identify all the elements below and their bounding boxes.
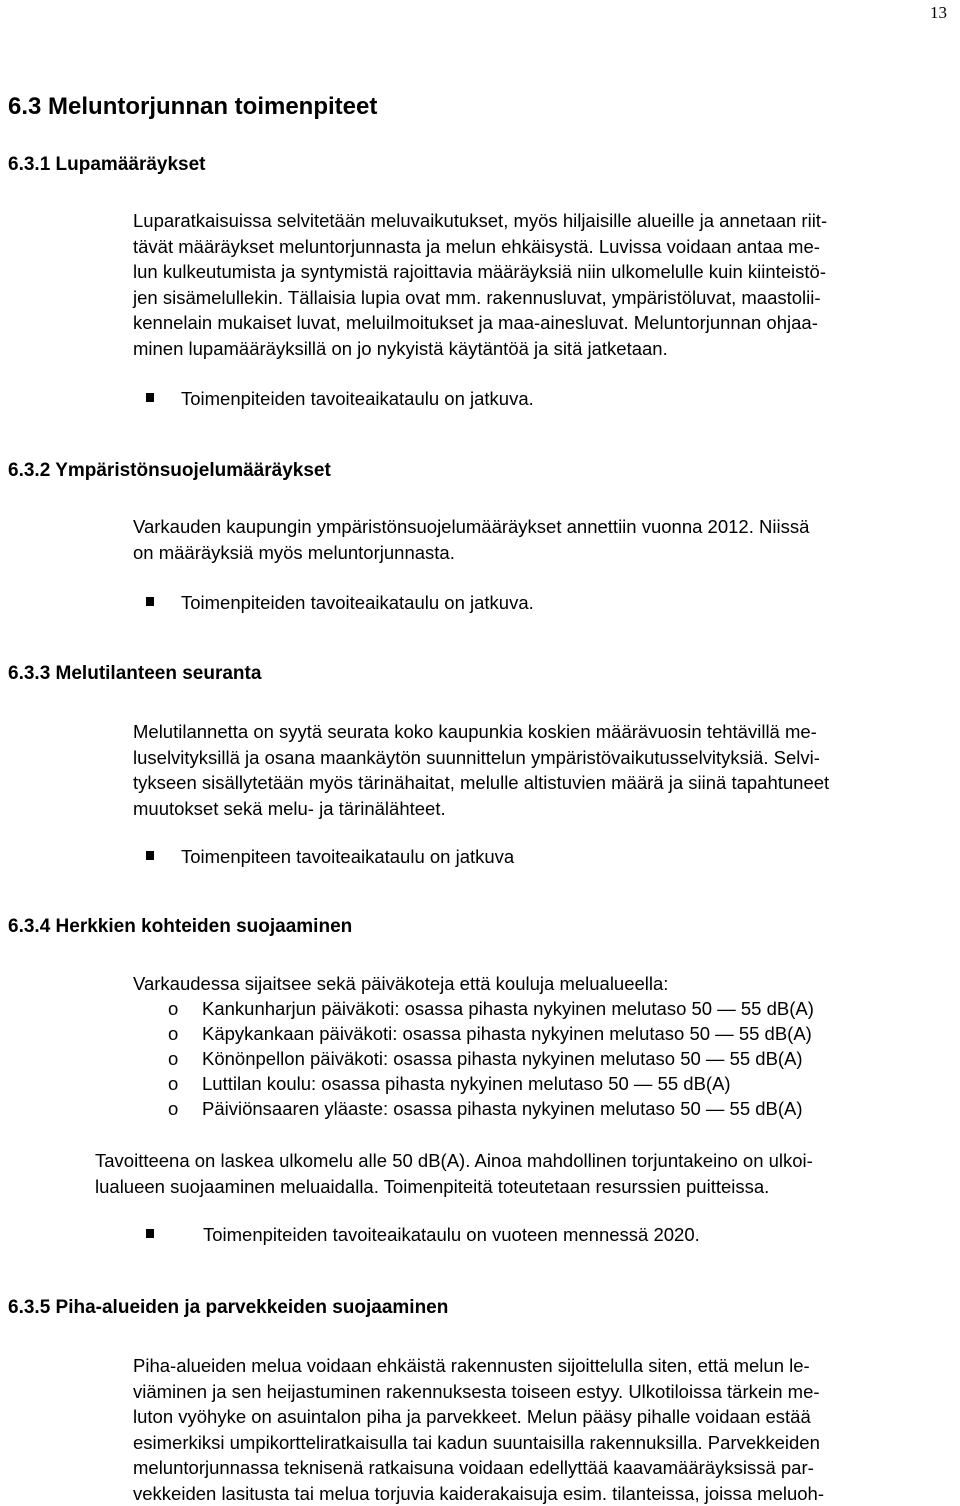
heading-6-3-2: 6.3.2 Ympäristönsuojelumääräykset bbox=[8, 460, 331, 482]
paragraph-lupamaaraykset bbox=[133, 208, 827, 361]
bullet-text: Toimenpiteiden tavoiteaikataulu on vuoteen mennessä 2020. bbox=[203, 1224, 700, 1246]
text-line: Luparatkaisuissa selvitetään meluvaikutukset, myös hiljaisille alueille ja annetaan riit- bbox=[133, 208, 827, 234]
text-line: meluntorjunnassa teknisenä ratkaisuna voidaan edellyttää kaavamääräyksissä par- bbox=[133, 1455, 824, 1481]
text-line: tykseen sisällytetään myös tärinähaitat, melulle altistuvien määrä ja siinä tapahtuneet bbox=[133, 770, 829, 796]
bullet-square-icon bbox=[146, 597, 154, 606]
bullet-text: Toimenpiteiden tavoiteaikataulu on jatkuva. bbox=[181, 592, 534, 614]
text-line: on määräyksiä myös meluntorjunnasta. bbox=[133, 540, 809, 566]
text-line: esimerkiksi umpikortteliratkaisulla tai kadun suuntaisilla rakennuksilla. Parvekkeiden bbox=[133, 1430, 824, 1456]
list-item: o Käpykankaan päiväkoti: osassa pihasta nykyinen melutaso 50 — 55 dB(A) bbox=[168, 1023, 812, 1045]
bullet-text: Toimenpiteen tavoiteaikataulu on jatkuva bbox=[181, 846, 514, 868]
text-line: lualueen suojaaminen meluaidalla. Toimenpiteitä toteutetaan resurssien puitteissa. bbox=[95, 1174, 813, 1200]
heading-6-3-1: 6.3.1 Lupamääräykset bbox=[8, 154, 206, 176]
bullet-square-icon bbox=[146, 1229, 154, 1238]
text-line: minen lupamääräyksillä on jo nykyistä käytäntöä ja sitä jatketaan. bbox=[133, 336, 827, 362]
text-line: lun kulkeutumista ja syntymistä rajoittavia määräyksiä niin ulkomelulle kuin kiinteistö- bbox=[133, 259, 827, 285]
text-line: Melutilannetta on syytä seurata koko kaupunkia koskien määrävuosin tehtävillä me- bbox=[133, 719, 829, 745]
text-line: kennelain mukaiset luvat, meluilmoitukset ja maa-ainesluvat. Meluntorjunnan ohjaa- bbox=[133, 310, 827, 336]
text-line: tävät määräykset meluntorjunnasta ja melun ehkäisystä. Luvissa voidaan antaa me- bbox=[133, 234, 827, 260]
text-line: viäminen ja sen heijastuminen rakennuksesta toiseen estyy. Ulkotiloissa tärkein me- bbox=[133, 1379, 824, 1405]
heading-6-3-5: 6.3.5 Piha-alueiden ja parvekkeiden suojaaminen bbox=[8, 1297, 448, 1319]
list-item: o Kankunharjun päiväkoti: osassa pihasta nykyinen melutaso 50 — 55 dB(A) bbox=[168, 998, 814, 1020]
text-line: muutokset sekä melu- ja tärinälähteet. bbox=[133, 796, 829, 822]
heading-6-3-3: 6.3.3 Melutilanteen seuranta bbox=[8, 663, 261, 685]
list-item: o Könönpellon päiväkoti: osassa pihasta nykyinen melutaso 50 — 55 dB(A) bbox=[168, 1048, 803, 1070]
text-line: Tavoitteena on laskea ulkomelu alle 50 dB(A). Ainoa mahdollinen torjuntakeino on ulkoi- bbox=[95, 1148, 813, 1174]
paragraph-tavoite bbox=[95, 1148, 813, 1199]
text-line: Piha-alueiden melua voidaan ehkäistä rakennusten sijoittelulla siten, että melun le- bbox=[133, 1353, 824, 1379]
paragraph-intro: Varkaudessa sijaitsee sekä päiväkoteja että kouluja melualueella: bbox=[133, 971, 668, 997]
list-item: o Luttilan koulu: osassa pihasta nykyinen melutaso 50 — 55 dB(A) bbox=[168, 1073, 731, 1095]
paragraph-melutilanne bbox=[133, 719, 829, 821]
bullet-text: Toimenpiteiden tavoiteaikataulu on jatkuva. bbox=[181, 388, 534, 410]
paragraph-piha-alueet bbox=[133, 1353, 824, 1506]
section-title: 6.3 Meluntorjunnan toimenpiteet bbox=[8, 93, 377, 121]
text-line: luton vyöhyke on asuintalon piha ja parvekkeet. Melun pääsy pihalle voidaan estää bbox=[133, 1404, 824, 1430]
text-line: vekkeiden lasitusta tai melua torjuvia kaiderakaisuja esim. tilanteissa, joissa meluoh- bbox=[133, 1481, 824, 1506]
paragraph-ymparistonsuojelu bbox=[133, 514, 809, 565]
bullet-square-icon bbox=[146, 851, 154, 860]
heading-6-3-4: 6.3.4 Herkkien kohteiden suojaaminen bbox=[8, 916, 352, 938]
list-item: o Päiviönsaaren yläaste: osassa pihasta nykyinen melutaso 50 — 55 dB(A) bbox=[168, 1098, 803, 1120]
page-number: 13 bbox=[930, 3, 947, 23]
text-line: luselvityksillä ja osana maankäytön suunnittelun ympäristövaikutusselvityksiä. Selvi- bbox=[133, 745, 829, 771]
bullet-square-icon bbox=[146, 393, 154, 402]
text-line: jen sisämelullekin. Tällaisia lupia ovat mm. rakennusluvat, ympäristöluvat, maastolii- bbox=[133, 285, 827, 311]
text-line: Varkauden kaupungin ympäristönsuojelumääräykset annettiin vuonna 2012. Niissä bbox=[133, 514, 809, 540]
